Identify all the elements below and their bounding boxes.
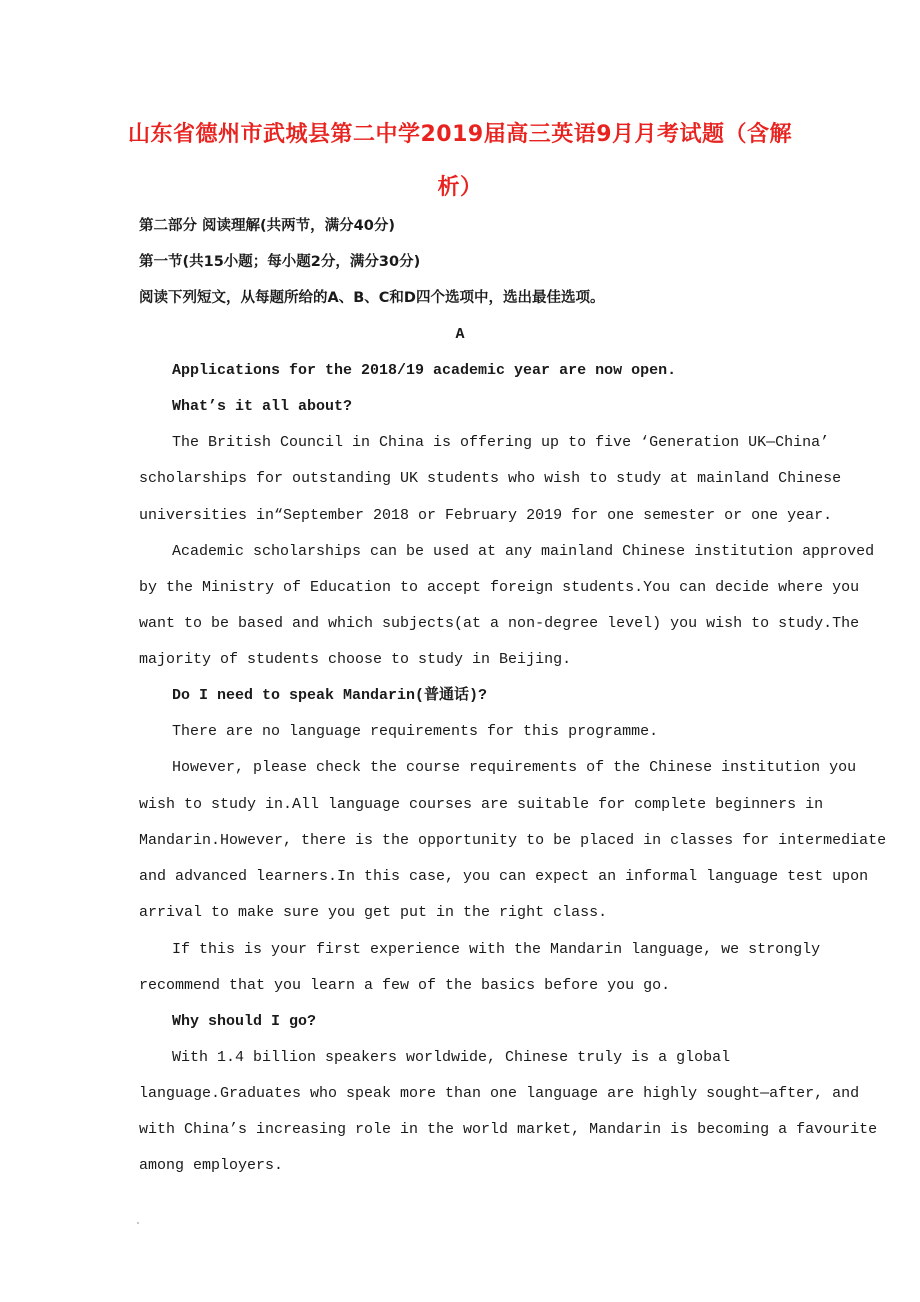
passage-intro: Applications for the 2018/19 academic year are now open. [172, 362, 677, 379]
paragraph-line: wish to study in.All language courses are suitable for complete beginners in [139, 796, 824, 813]
heading-mandarin: Do I need to speak Mandarin(普通话)? [172, 687, 488, 704]
paragraph-line: There are no language requirements for this programme. [172, 723, 659, 740]
paragraph-line: Academic scholarships can be used at any mainland Chinese institution approved [172, 543, 875, 560]
paragraph-line: with China’s increasing role in the world market, Mandarin is becoming a favourite [139, 1121, 878, 1138]
paragraph-line: language.Graduates who speak more than one language are highly sought—after, and [139, 1085, 860, 1102]
passage-label: A [455, 326, 465, 343]
paragraph-line: With 1.4 billion speakers worldwide, Chinese truly is a global [172, 1049, 731, 1066]
paragraph-line: If this is your first experience with the Mandarin language, we strongly [172, 941, 821, 958]
section-one-heading: 第一节(共15小题；每小题2分，满分30分) [139, 254, 421, 270]
paragraph-line: Mandarin.However, there is the opportunity to be placed in classes for intermediate [139, 832, 887, 849]
paragraph-line: scholarships for outstanding UK students who wish to study at mainland Chinese [139, 470, 842, 487]
page-speck [137, 1222, 139, 1224]
heading-what-about: What’s it all about? [172, 398, 353, 415]
paragraph-line: The British Council in China is offering up to five ‘Generation UK—China’ [172, 434, 830, 451]
paragraph-line: arrival to make sure you get put in the right class. [139, 904, 608, 921]
instructions: 阅读下列短文，从每题所给的A、B、C和D四个选项中，选出最佳选项。 [139, 290, 605, 306]
document-title: 山东省德州市武城县第二中学2019届高三英语9月月考试题（含解析） [127, 122, 793, 200]
paragraph-line: and advanced learners.In this case, you can expect an informal language test upon [139, 868, 869, 885]
heading-why-go: Why should I go? [172, 1013, 317, 1030]
section-part-heading: 第二部分 阅读理解(共两节，满分40分) [139, 218, 395, 234]
paragraph-line: among employers. [139, 1157, 284, 1174]
paragraph-line: by the Ministry of Education to accept foreign students.You can decide where you [139, 579, 860, 596]
paragraph-line: However, please check the course requirements of the Chinese institution you [172, 759, 857, 776]
paragraph-line: want to be based and which subjects(at a non-degree level) you wish to study.The [139, 615, 860, 632]
paragraph-line: recommend that you learn a few of the basics before you go. [139, 977, 671, 994]
paragraph-line: universities in“September 2018 or February 2019 for one semester or one year. [139, 507, 833, 524]
paragraph-line: majority of students choose to study in Beijing. [139, 651, 572, 668]
